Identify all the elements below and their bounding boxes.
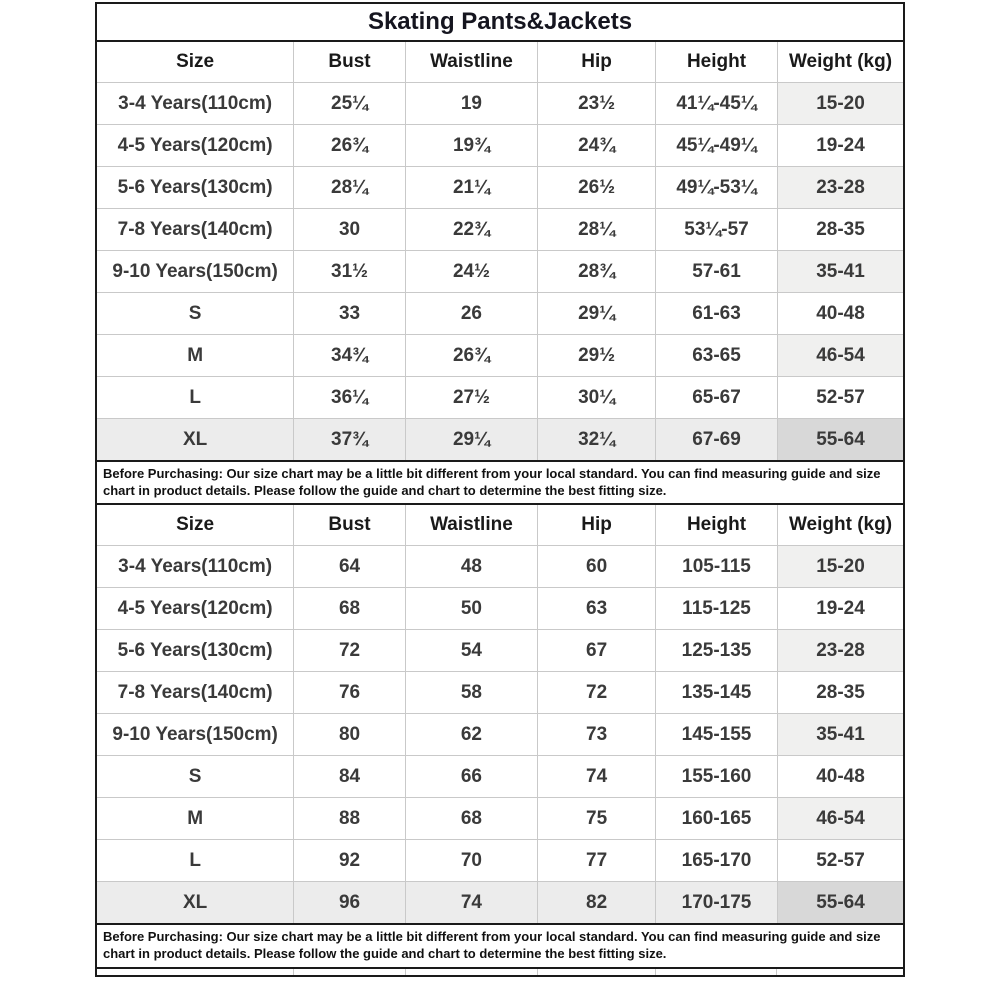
table-row	[97, 251, 903, 293]
table-cell: M	[97, 335, 294, 377]
table-cell: 26¾	[294, 125, 406, 167]
table-cell: 74	[405, 882, 537, 924]
table-cell: 67-69	[656, 419, 778, 461]
table-cell: 63	[538, 588, 656, 630]
table-cell: 24¾	[538, 125, 656, 167]
table-row	[97, 840, 903, 882]
table-cell: XL	[97, 882, 294, 924]
table-cell: 135-145	[656, 672, 778, 714]
table-cell: L	[97, 377, 294, 419]
table-cell: XL	[97, 419, 294, 461]
table-cell: 37¾	[294, 419, 406, 461]
table-cell: 27½	[405, 377, 537, 419]
table-cell: 36¼	[294, 377, 406, 419]
table-cell: 75	[538, 798, 656, 840]
table-cell: 7-8 Years(140cm)	[97, 209, 294, 251]
table-cell: 67	[538, 630, 656, 672]
table-cell: 170-175	[656, 882, 778, 924]
table-cell: 25¼	[294, 83, 406, 125]
column-header-waistline: Waistline	[405, 505, 537, 546]
table-cell: 26½	[538, 167, 656, 209]
table-cell: 61-63	[656, 293, 778, 335]
table-cell: 49¼-53¼	[656, 167, 778, 209]
column-header-weight-kg: Weight (kg)	[777, 42, 903, 83]
table-row	[97, 798, 903, 840]
table-cell: 76	[294, 672, 406, 714]
table-cell: 55-64	[777, 882, 903, 924]
table-cell: 165-170	[656, 840, 778, 882]
column-header-bust: Bust	[294, 505, 406, 546]
table-cell: 96	[294, 882, 406, 924]
table-cell: 9-10 Years(150cm)	[97, 714, 294, 756]
column-header-hip: Hip	[538, 42, 656, 83]
size-table-cm-section	[97, 505, 903, 925]
table-cell: 29¼	[538, 293, 656, 335]
column-header-size: Size	[97, 42, 294, 83]
table-cell: 4-5 Years(120cm)	[97, 125, 294, 167]
table-cell: 33	[294, 293, 406, 335]
size-table-cm	[97, 505, 903, 923]
cutoff-table-cell	[97, 969, 294, 975]
table-row	[97, 756, 903, 798]
purchase-note-bottom: Before Purchasing: Our size chart may be a little bit different from your local standard. You can find measuring guide and size chart in product details. Please follow the guide and chart to determine the best fitting size.	[97, 925, 903, 968]
table-cell: 77	[538, 840, 656, 882]
table-cell: 15-20	[777, 546, 903, 588]
table-cell: 21¼	[405, 167, 537, 209]
table-cell: 155-160	[656, 756, 778, 798]
table-cell: 63-65	[656, 335, 778, 377]
table-cell: 45¼-49¼	[656, 125, 778, 167]
table-cell: 23½	[538, 83, 656, 125]
table-cell: 35-41	[777, 251, 903, 293]
size-table-inches	[97, 42, 903, 460]
table-row	[97, 293, 903, 335]
table-cell: 48	[405, 546, 537, 588]
table-row	[97, 546, 903, 588]
table-cell: 73	[538, 714, 656, 756]
table-cell: 30¼	[538, 377, 656, 419]
table-cell: 19-24	[777, 125, 903, 167]
table-cell: 46-54	[777, 335, 903, 377]
table-cell: S	[97, 756, 294, 798]
table-cell: 72	[294, 630, 406, 672]
cutoff-table-cell	[777, 969, 903, 975]
table-cell: 15-20	[777, 83, 903, 125]
table-cell: 52-57	[777, 377, 903, 419]
table-cell: 34¾	[294, 335, 406, 377]
table-cell: 68	[294, 588, 406, 630]
size-table-inches-section	[97, 42, 903, 462]
table-row	[97, 83, 903, 125]
table-row	[97, 588, 903, 630]
column-header-waistline: Waistline	[405, 42, 537, 83]
table-cell: 28¼	[538, 209, 656, 251]
table-cell: 70	[405, 840, 537, 882]
table-cell: 32¼	[538, 419, 656, 461]
column-header-size: Size	[97, 505, 294, 546]
table-row	[97, 672, 903, 714]
table-cell: M	[97, 798, 294, 840]
table-cell: 64	[294, 546, 406, 588]
table-cell: 53¼-57	[656, 209, 778, 251]
table-cell: 4-5 Years(120cm)	[97, 588, 294, 630]
table-cell: 29¼	[405, 419, 537, 461]
table-cell: 46-54	[777, 798, 903, 840]
table-cell: 23-28	[777, 167, 903, 209]
table-cell: 7-8 Years(140cm)	[97, 672, 294, 714]
table-cell: 26	[405, 293, 537, 335]
table-cell: 5-6 Years(130cm)	[97, 630, 294, 672]
table-cell: 41¼-45¼	[656, 83, 778, 125]
table-cell: 80	[294, 714, 406, 756]
table-cell: 28-35	[777, 672, 903, 714]
table-row	[97, 419, 903, 461]
table-cell: 40-48	[777, 756, 903, 798]
table-cell: 3-4 Years(110cm)	[97, 83, 294, 125]
table-cell: 40-48	[777, 293, 903, 335]
cutoff-table-cell	[656, 969, 778, 975]
table-cell: S	[97, 293, 294, 335]
cutoff-next-table-strip	[97, 969, 903, 975]
cutoff-table-cell	[406, 969, 538, 975]
table-row	[97, 377, 903, 419]
chart-title: Skating Pants&Jackets	[97, 4, 903, 42]
column-header-height: Height	[656, 42, 778, 83]
table-cell: 115-125	[656, 588, 778, 630]
table-cell: 23-28	[777, 630, 903, 672]
cutoff-table-cell	[294, 969, 405, 975]
table-cell: 145-155	[656, 714, 778, 756]
table-cell: 57-61	[656, 251, 778, 293]
table-cell: 19	[405, 83, 537, 125]
table-row	[97, 630, 903, 672]
table-cell: 24½	[405, 251, 537, 293]
header-row	[97, 505, 903, 546]
table-cell: 54	[405, 630, 537, 672]
table-cell: 19-24	[777, 588, 903, 630]
table-cell: 74	[538, 756, 656, 798]
table-cell: 28¾	[538, 251, 656, 293]
table-cell: 125-135	[656, 630, 778, 672]
table-cell: 92	[294, 840, 406, 882]
table-cell: 19¾	[405, 125, 537, 167]
table-cell: 29½	[538, 335, 656, 377]
column-header-weight-kg: Weight (kg)	[777, 505, 903, 546]
table-cell: 50	[405, 588, 537, 630]
column-header-height: Height	[656, 505, 778, 546]
table-cell: 52-57	[777, 840, 903, 882]
table-cell: 68	[405, 798, 537, 840]
table-cell: 160-165	[656, 798, 778, 840]
table-row	[97, 125, 903, 167]
table-cell: L	[97, 840, 294, 882]
table-cell: 28¼	[294, 167, 406, 209]
table-row	[97, 167, 903, 209]
table-cell: 28-35	[777, 209, 903, 251]
table-cell: 105-115	[656, 546, 778, 588]
table-cell: 66	[405, 756, 537, 798]
size-chart-sheet	[95, 2, 905, 977]
table-cell: 84	[294, 756, 406, 798]
table-cell: 9-10 Years(150cm)	[97, 251, 294, 293]
table-cell: 62	[405, 714, 537, 756]
header-row	[97, 42, 903, 83]
table-cell: 55-64	[777, 419, 903, 461]
table-row	[97, 882, 903, 924]
table-row	[97, 714, 903, 756]
table-cell: 3-4 Years(110cm)	[97, 546, 294, 588]
column-header-bust: Bust	[294, 42, 406, 83]
table-row	[97, 209, 903, 251]
cutoff-table-cell	[538, 969, 656, 975]
table-cell: 31½	[294, 251, 406, 293]
table-cell: 30	[294, 209, 406, 251]
table-cell: 88	[294, 798, 406, 840]
table-cell: 5-6 Years(130cm)	[97, 167, 294, 209]
table-row	[97, 335, 903, 377]
table-cell: 35-41	[777, 714, 903, 756]
column-header-hip: Hip	[538, 505, 656, 546]
table-cell: 82	[538, 882, 656, 924]
table-cell: 58	[405, 672, 537, 714]
table-cell: 22¾	[405, 209, 537, 251]
table-cell: 65-67	[656, 377, 778, 419]
purchase-note-top: Before Purchasing: Our size chart may be a little bit different from your local standard. You can find measuring guide and size chart in product details. Please follow the guide and chart to determine the best fitting size.	[97, 462, 903, 505]
table-cell: 26¾	[405, 335, 537, 377]
table-cell: 60	[538, 546, 656, 588]
table-cell: 72	[538, 672, 656, 714]
